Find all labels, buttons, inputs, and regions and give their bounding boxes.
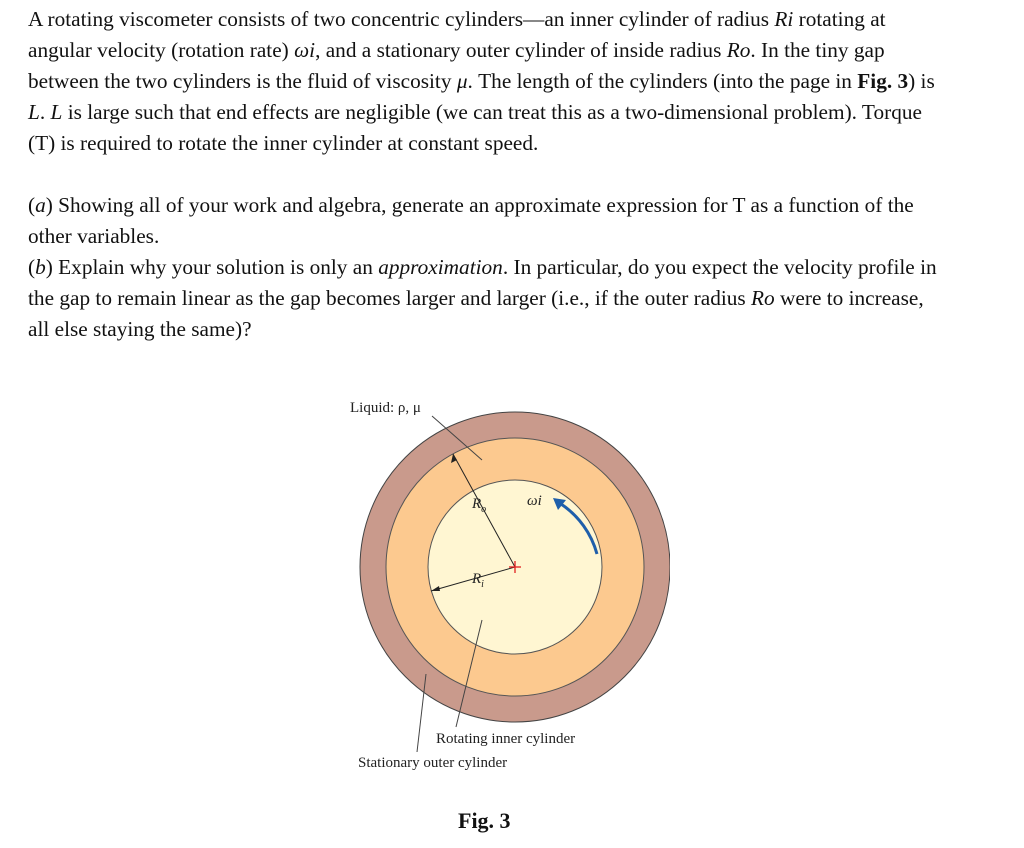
- part-a: (a) Showing all of your work and algebra, generate an approximate expression for T as a function of the other variables.: [28, 193, 914, 248]
- liquid-label: Liquid: ρ, μ: [350, 400, 421, 416]
- ro-label: $R_o$: [472, 496, 487, 515]
- ri-label: $R_i$: [472, 571, 484, 590]
- part-b: (b) Explain why your solution is only an approximation. In particular, do you expect the velocity profile in the gap to remain linear as the gap becomes larger and larger (i.e., if the outer radius Ro were to increase, all else staying the same)?: [28, 255, 937, 341]
- outer-cylinder-label: Stationary outer cylinder: [358, 755, 508, 771]
- inner-cylinder-label: Rotating inner cylinder: [436, 731, 576, 747]
- intro-paragraph: A rotating viscometer consists of two concentric cylinders—an inner cylinder of radius Ri rotating at angular velocity (rotation rate) ωi, and a stationary outer cylinder of inside radius Ro. In the tiny gap between the two cylinders is the fluid of viscosity μ. The length of the cylinders (into the page in Fig. 3) is L. L is large such that end effects are negligible (we can treat this as a two-dimensional problem). Torque (T) is required to rotate the inner cylinder at constant speed.: [28, 7, 935, 155]
- problem-statement: [28, 4, 948, 345]
- omega-label: ωi: [527, 493, 542, 509]
- viscometer-figure: [340, 392, 670, 792]
